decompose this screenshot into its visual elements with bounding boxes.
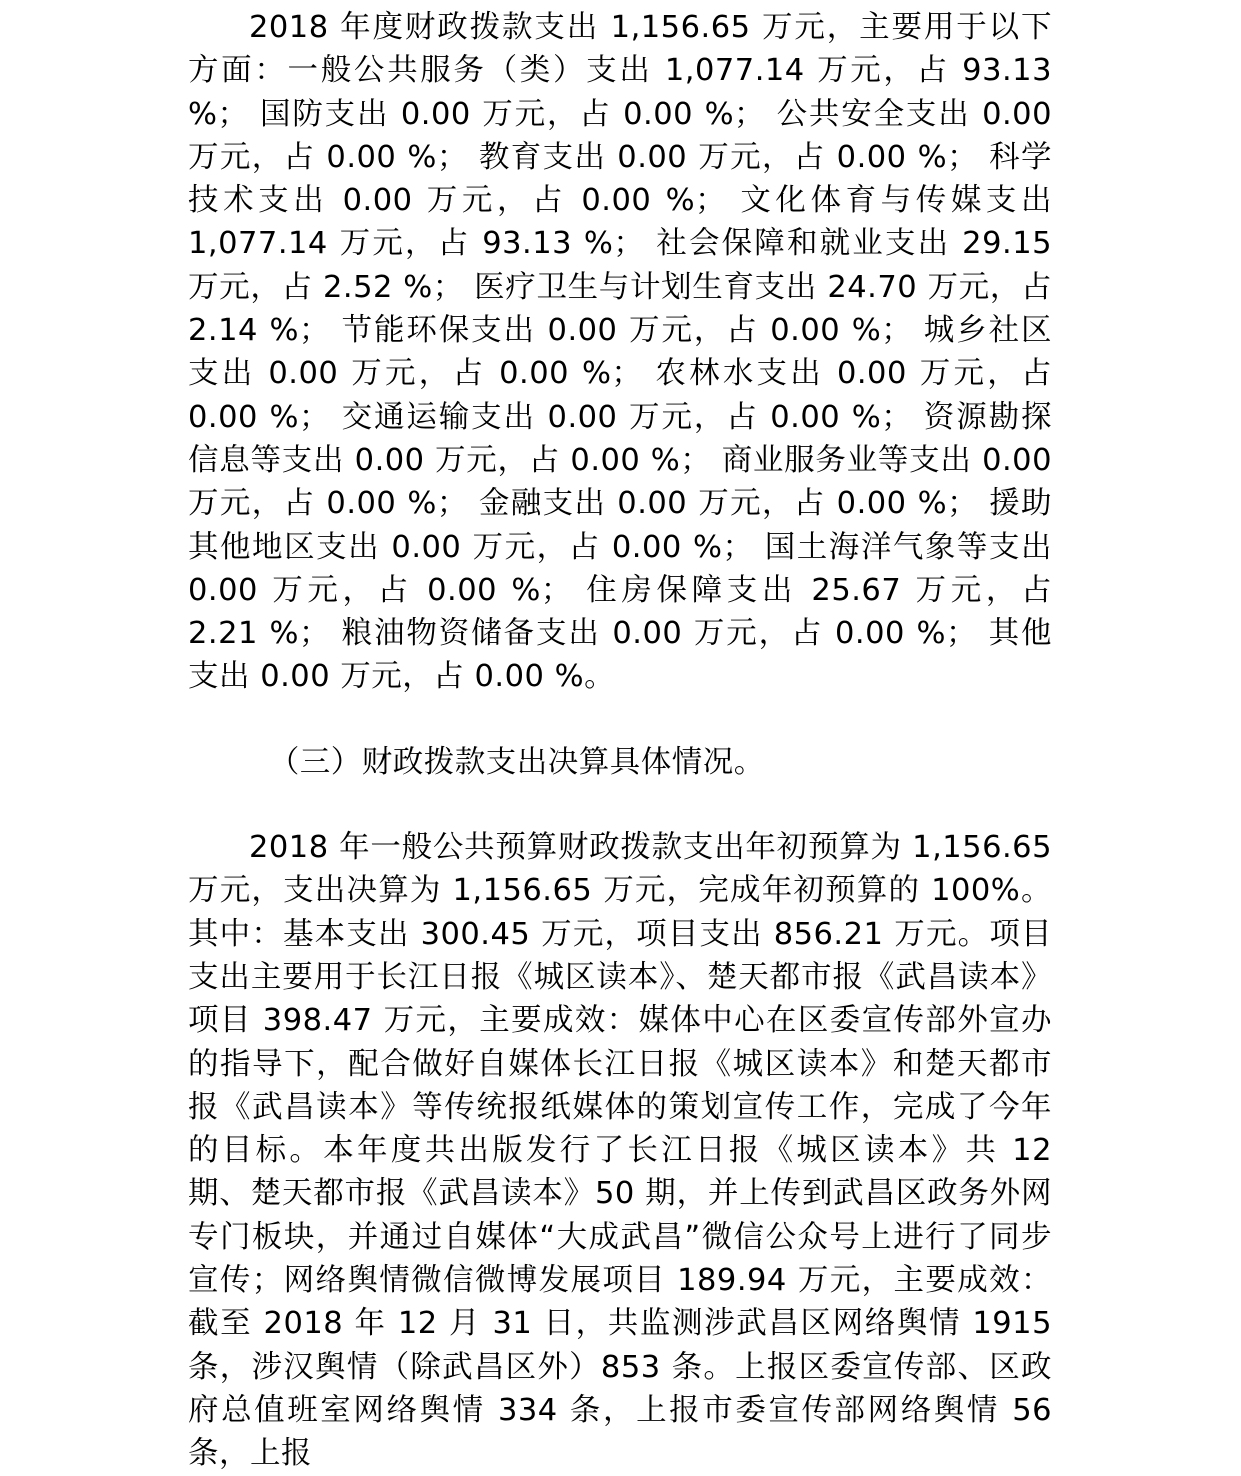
section-heading: （三）财政拨款支出决算具体情况。 [268,744,765,780]
document-page [188,6,1052,1476]
paragraph-expenditure-summary: 2018 年度财政拨款支出 1,156.65 万元，主要用于以下方面：一般公共服务（类）支出 1,077.14 万元，占 93.13 %； 国防支出 0.00 万元，占 0.00 %； 公共安全支出 0.00 万元，占 0.00 %； 教育支出 0.00 万元，占 0.00 %； 科学技术支出 0.00 万元，占 0.00 %； 文化体育与传媒支出 1,077.14 万元，占 93.13 %； 社会保障和就业支出 29.15 万元，占 2.52 %； 医疗卫生与计划生育支出 24.70 万元，占 2.14 %； 节能环保支出 0.00 万元，占 0.00 %； 城乡社区支出 0.00 万元，占 0.00 %； 农林水支出 0.00 万元，占 0.00 %； 交通运输支出 0.00 万元，占 0.00 %； 资源勘探信息等支出 0.00 万元，占 0.00 %； 商业服务业等支出 0.00 万元，占 0.00 %； 金融支出 0.00 万元，占 0.00 %； 援助其他地区支出 0.00 万元，占 0.00 %； 国土海洋气象等支出 0.00 万元，占 0.00 %； 住房保障支出 25.67 万元，占 2.21 %； 粮油物资储备支出 0.00 万元，占 0.00 %； 其他支出 0.00 万元，占 0.00 %。 [188,10,1052,695]
paragraph-expenditure-details: 2018 年一般公共预算财政拨款支出年初预算为 1,156.65 万元，支出决算为 1,156.65 万元，完成年初预算的 100%。其中：基本支出 300.45 万元，项目支出 856.21 万元。项目支出主要用于长江日报《城区读本》、楚天都市报《武昌读本》项目 398.47 万元，主要成效：媒体中心在区委宣传部外宣办的指导下，配合做好自媒体长江日报《城区读本》和楚天都市报《武昌读本》等传统报纸媒体的策划宣传工作，完成了今年的目标。本年度共出版发行了长江日报《城区读本》共 12 期、楚天都市报《武昌读本》50 期，并上传到武昌区政务外网专门板块，并通过自媒体“大成武昌”微信公众号上进行了同步宣传；网络舆情微信微博发展项目 189.94 万元，主要成效：截至 2018 年 12 月 31 日，共监测涉武昌区网络舆情 1915 条，涉汉舆情（除武昌区外）853 条。上报区委宣传部、区政府总值班室网络舆情 334 条，上报市委宣传部网络舆情 56 条，上报 [188,830,1052,1472]
